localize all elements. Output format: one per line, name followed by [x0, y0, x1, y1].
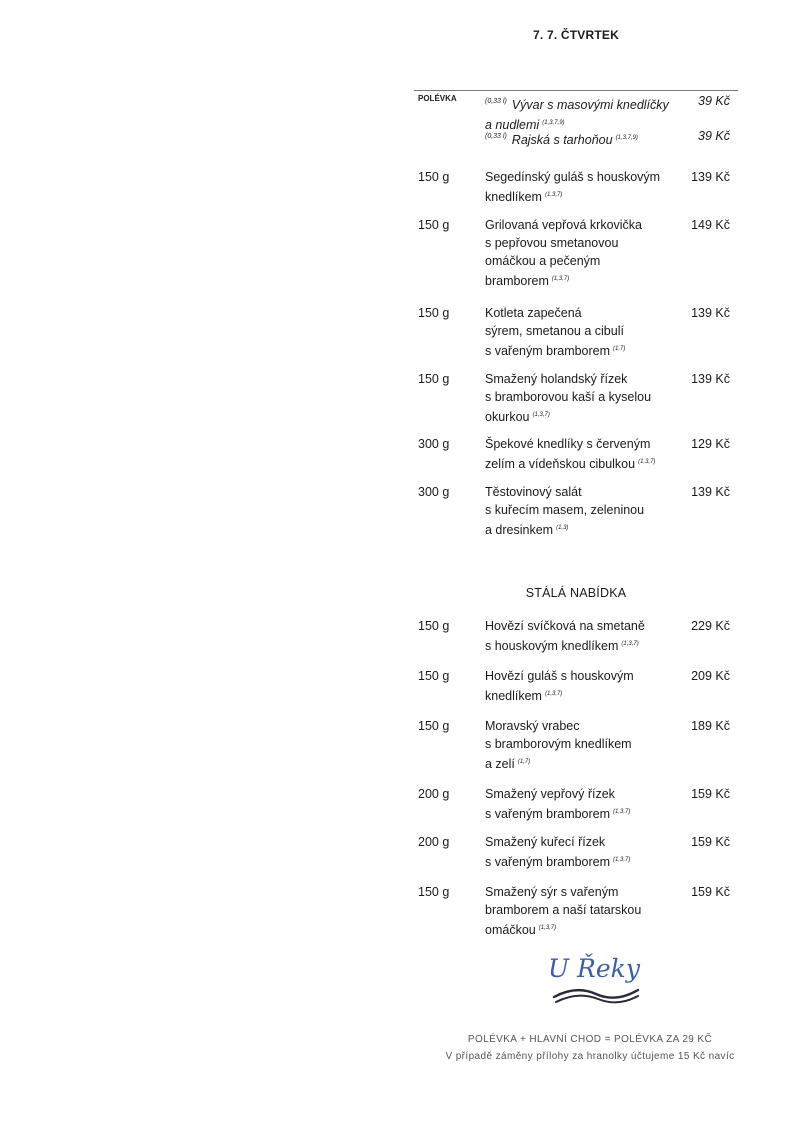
allergens: (1,3,7)	[621, 641, 639, 647]
item-weight: 300 g	[418, 485, 450, 499]
item-line: Těstovinový salát	[485, 485, 582, 499]
allergens: (1,3,7)	[544, 192, 563, 198]
item-line: s vařeným bramborem	[485, 344, 611, 358]
item-weight: 300 g	[418, 437, 450, 451]
item-line: Kotleta zapečená	[485, 306, 582, 320]
item-weight: 150 g	[418, 218, 450, 232]
item-line: bramborem a naší tatarskou	[485, 903, 642, 917]
soup-price: 39 Kč	[698, 94, 730, 108]
item-price: 209 Kč	[691, 669, 730, 683]
item-line: s kuřecím masem, zeleninou	[485, 503, 645, 517]
item-line: Hovězí svíčková na smetaně	[485, 619, 645, 633]
item-weight: 200 g	[418, 835, 450, 849]
item-line: s vařeným bramborem	[485, 855, 611, 869]
allergens: (1,3)	[556, 525, 569, 531]
soup-price: 39 Kč	[698, 129, 730, 143]
header-divider	[414, 90, 738, 91]
item-line: Moravský vrabec	[485, 719, 580, 733]
item-line: knedlíkem	[485, 689, 542, 703]
item-price: 229 Kč	[691, 619, 730, 633]
item-line: knedlíkem	[485, 190, 542, 204]
item-price: 149 Kč	[691, 218, 730, 232]
item-line: omáčkou	[485, 923, 536, 937]
item-line: Hovězí guláš s houskovým	[485, 669, 634, 683]
soup-item-name	[485, 128, 705, 149]
item-name	[485, 483, 677, 539]
item-line: a zelí	[485, 757, 515, 771]
allergens: (1,3,7)	[613, 809, 631, 815]
item-name	[485, 304, 677, 360]
soup-name-text: Vývar s masovými knedlíčky a nudlemi	[485, 98, 669, 132]
item-weight: 150 g	[418, 372, 450, 386]
logo-text: U Řeky	[548, 954, 640, 983]
item-line: s vařeným bramborem	[485, 807, 611, 821]
item-name	[485, 833, 677, 871]
item-weight: 150 g	[418, 885, 450, 899]
item-weight: 200 g	[418, 787, 450, 801]
allergens: (1,3,7,9)	[615, 135, 638, 141]
item-price: 139 Kč	[691, 170, 730, 184]
item-price: 189 Kč	[691, 719, 730, 733]
allergens: (1,7)	[613, 346, 626, 352]
item-line: Smažený holandský řízek	[485, 372, 628, 386]
item-line: s bramborovým knedlíkem	[485, 737, 632, 751]
item-line: okurkou	[485, 410, 530, 424]
allergens: (1,7)	[517, 759, 531, 765]
allergens: (1,3,7)	[638, 459, 656, 465]
wave-icon	[554, 990, 638, 998]
item-line: Špekové knedlíky s červeným	[485, 437, 651, 451]
item-line: Smažený sýr s vařeným	[485, 885, 619, 899]
item-price: 139 Kč	[691, 372, 730, 386]
item-weight: 150 g	[418, 306, 450, 320]
soup-name-text: Rajská s tarhoňou	[511, 133, 613, 147]
item-price: 159 Kč	[691, 885, 730, 899]
allergens: (1,3,7)	[613, 857, 631, 863]
item-price: 159 Kč	[691, 835, 730, 849]
footer-note: V případě záměny přílohy za hranolky účtujeme 15 Kč navíc	[445, 1051, 735, 1062]
item-name	[485, 617, 677, 655]
item-name	[485, 370, 677, 426]
item-name	[485, 717, 677, 773]
item-line: a dresinkem	[485, 523, 554, 537]
item-line: Segedínský guláš s houskovým	[485, 170, 661, 184]
item-price: 139 Kč	[691, 306, 730, 320]
item-name	[485, 435, 677, 473]
item-line: s houskovým knedlíkem	[485, 639, 619, 653]
allergens: (1,3,7)	[538, 925, 557, 931]
standing-menu-title: STÁLÁ NABÍDKA	[525, 586, 627, 600]
item-name	[485, 168, 677, 206]
day-title: 7. 7. ČTVRTEK	[533, 28, 619, 42]
item-line: s pepřovou smetanovou	[485, 236, 619, 250]
restaurant-logo	[548, 945, 644, 1011]
item-line: s bramborovou kaší a kyselou	[485, 390, 652, 404]
item-line: Smažený kuřecí řízek	[485, 835, 606, 849]
footer-offer: POLÉVKA + HLAVNÍ CHOD = POLÉVKA ZA 29 KČ	[467, 1034, 713, 1045]
allergens: (1,3,7,9)	[542, 120, 565, 126]
soup-volume: (0,33 l)	[485, 98, 507, 105]
item-name	[485, 667, 677, 705]
item-line: bramborem	[485, 274, 549, 288]
item-price: 139 Kč	[691, 485, 730, 499]
item-line: omáčkou a pečeným	[485, 254, 601, 268]
soup-label: POLÉVKA	[418, 94, 457, 103]
soup-volume: (0,33 l)	[485, 133, 507, 140]
item-weight: 150 g	[418, 170, 450, 184]
allergens: (1,3,7)	[532, 412, 550, 418]
item-name	[485, 216, 677, 290]
item-price: 159 Kč	[691, 787, 730, 801]
item-price: 129 Kč	[691, 437, 730, 451]
item-weight: 150 g	[418, 669, 450, 683]
item-line: Smažený vepřový řízek	[485, 787, 615, 801]
item-name	[485, 883, 677, 939]
item-line: Grilovaná vepřová krkovička	[485, 218, 643, 232]
item-weight: 150 g	[418, 619, 450, 633]
item-weight: 150 g	[418, 719, 450, 733]
item-line: sýrem, smetanou a cibulí	[485, 324, 624, 338]
allergens: (1,3,7)	[551, 276, 570, 282]
item-line: zelím a vídeňskou cibulkou	[485, 457, 636, 471]
allergens: (1,3,7)	[544, 691, 563, 697]
item-name	[485, 785, 677, 823]
